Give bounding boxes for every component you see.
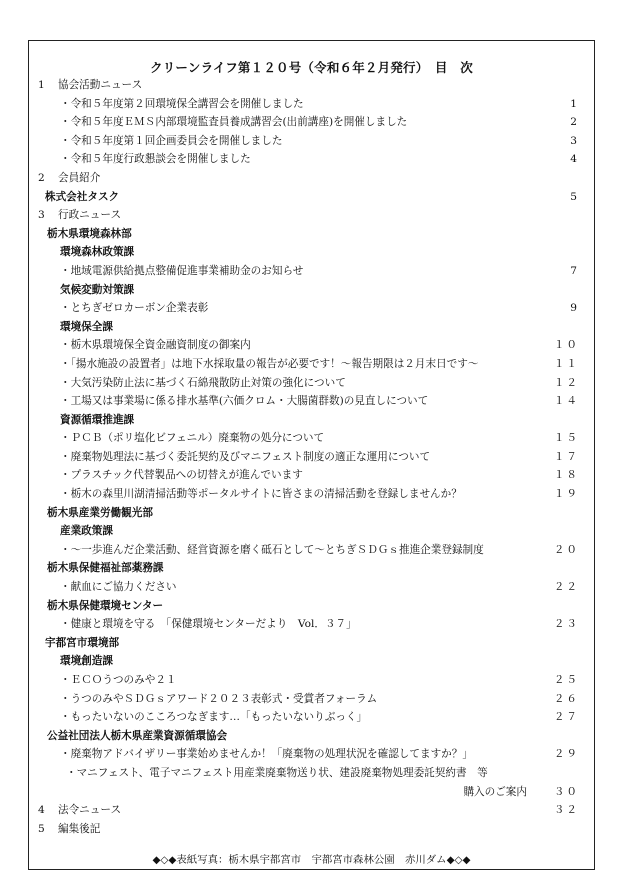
toc-row bbox=[0, 243, 623, 262]
toc-row bbox=[0, 355, 623, 374]
section-number: 2 bbox=[38, 171, 45, 184]
entry-title: ・廃棄物処理法に基づく委託契約及びマニフェスト制度の適正な運用について bbox=[60, 450, 431, 463]
entry-title: 気候変動対策課 bbox=[60, 283, 135, 296]
section-number: 4 bbox=[38, 804, 45, 817]
page-number: 2 bbox=[570, 116, 579, 129]
entry-title: ・栃木の森里川湖清掃活動等ポータルサイトに皆さまの清掃活動を登録しませんか？ bbox=[60, 488, 462, 501]
toc-row bbox=[0, 634, 623, 653]
entry-title: ・大気汚染防止法に基づく石綿飛散防止対策の強化について bbox=[60, 376, 346, 389]
entry-title: ・「揚水施設の設置者」は地下水採取量の報告が必要です！～報告期限は２月末日です～ bbox=[60, 357, 479, 370]
entry-title: 産業政策課 bbox=[60, 525, 113, 538]
entry-title: 栃木県産業労働観光部 bbox=[47, 506, 153, 519]
page-title: クリーンライフ第１２０号（令和６年２月発行） 目 次 bbox=[150, 60, 473, 75]
page-number: 5 bbox=[570, 190, 579, 203]
entry-title: 購入のご案内 bbox=[463, 785, 527, 798]
page-number: ２７ bbox=[553, 711, 579, 724]
entry-title: ・令和５年度第１回企画委員会を開催しました bbox=[60, 134, 283, 147]
toc-row bbox=[0, 783, 623, 802]
entry-title: 環境森林政策課 bbox=[60, 246, 135, 259]
entry-title: ・健康と環境を守る 「保健環境センターだより Vol．３７」 bbox=[60, 618, 357, 631]
entry-title: ・令和５年度ＥＭＳ内部環境監査員養成講習会(出前講座)を開催しました bbox=[60, 116, 408, 129]
toc-row bbox=[0, 150, 623, 169]
toc-row bbox=[0, 671, 623, 690]
toc-row bbox=[0, 188, 623, 207]
toc-row bbox=[0, 745, 623, 764]
page-number: ３０ bbox=[553, 785, 579, 798]
entry-title: ・地域電源供給拠点整備促進事業補助金のお知らせ bbox=[60, 264, 304, 277]
page-number: １０ bbox=[553, 339, 579, 352]
entry-title: 資源循環推進課 bbox=[60, 413, 135, 426]
entry-title: ・マニフェスト、電子マニフェスト用産業廃棄物送り状、建設廃棄物処理委託契約書 等 bbox=[66, 766, 488, 779]
entry-title: ・廃棄物アドバイザリー事業始めませんか！「廃棄物の処理状況を確認してますか？」 bbox=[60, 748, 473, 761]
page-number: ３２ bbox=[553, 804, 579, 817]
entry-title: ・令和５年度行政懇談会を開催しました bbox=[60, 153, 251, 166]
entry-title: 栃木県保健環境センター bbox=[47, 599, 164, 612]
entry-title: 栃木県保健福祉部薬務課 bbox=[47, 562, 164, 575]
entry-title: ・とちぎゼロカーボン企業表彰 bbox=[60, 302, 209, 315]
page-number: ２６ bbox=[553, 692, 579, 705]
entry-title: ・ＥＣＯうつのみや２１ bbox=[60, 674, 177, 686]
toc-row bbox=[0, 76, 623, 95]
toc-row bbox=[0, 169, 623, 188]
entry-title: ・もったいないのこころつなぎます…「もったいないりぶっく」 bbox=[60, 711, 368, 724]
toc-row bbox=[0, 764, 623, 783]
toc-row bbox=[0, 485, 623, 504]
toc-row bbox=[0, 318, 623, 337]
entry-title: ・プラスチック代替製品への切替えが進んでいます bbox=[60, 469, 303, 482]
section-number: 3 bbox=[38, 209, 45, 222]
toc-row bbox=[0, 801, 623, 820]
toc-row bbox=[0, 466, 623, 485]
entry-title: 株式会社タスク bbox=[45, 190, 120, 203]
toc-row bbox=[0, 708, 623, 727]
page-number: ２２ bbox=[553, 581, 579, 594]
toc-row bbox=[0, 727, 623, 746]
page-number: １１ bbox=[553, 357, 579, 370]
toc-row bbox=[0, 392, 623, 411]
toc-row bbox=[0, 597, 623, 616]
entry-title: ・栃木県環境保全資金融資制度の御案内 bbox=[60, 339, 251, 352]
entry-title: 行政ニュース bbox=[58, 209, 122, 222]
toc-row bbox=[0, 225, 623, 244]
entry-title: 協会活動ニュース bbox=[58, 79, 143, 91]
toc-row bbox=[0, 820, 623, 839]
page-number: １２ bbox=[553, 376, 579, 389]
entry-title: ・～一歩進んだ企業活動、経営資源を磨く砥石として～とちぎＳＤＧｓ推進企業登録制度 bbox=[60, 543, 484, 556]
page-number: ２３ bbox=[553, 618, 579, 631]
toc-row bbox=[0, 504, 623, 523]
page-number: 4 bbox=[570, 153, 579, 166]
toc-row bbox=[0, 559, 623, 578]
page-number: １４ bbox=[553, 395, 579, 408]
entry-title: 会員紹介 bbox=[58, 171, 101, 184]
entry-title: ・献血にご協力ください bbox=[60, 581, 177, 594]
page-number: 9 bbox=[570, 302, 579, 315]
page-number: 1 bbox=[570, 97, 579, 110]
entry-title: ・ＰＣＢ（ポリ塩化ビフェニル）廃棄物の処分について bbox=[60, 432, 325, 445]
toc-row bbox=[0, 336, 623, 355]
page-number: ２０ bbox=[553, 543, 579, 556]
toc-row bbox=[0, 615, 623, 634]
page-number: ２５ bbox=[553, 674, 579, 686]
toc-row bbox=[0, 522, 623, 541]
toc-row bbox=[0, 262, 623, 281]
page-number: １８ bbox=[553, 469, 579, 482]
toc-row bbox=[0, 374, 623, 393]
toc-row bbox=[0, 448, 623, 467]
toc-row bbox=[0, 206, 623, 225]
entry-title: 環境創造課 bbox=[60, 655, 113, 668]
toc-row bbox=[0, 299, 623, 318]
entry-title: 栃木県環境森林部 bbox=[47, 227, 132, 240]
toc-row bbox=[0, 281, 623, 300]
toc-row bbox=[0, 652, 623, 671]
entry-title: ・うつのみやＳＤＧｓアワード２０２３表彰式・受賞者フォーラム bbox=[60, 692, 378, 705]
page-number: 3 bbox=[570, 134, 579, 147]
toc-row bbox=[0, 429, 623, 448]
toc-row bbox=[0, 411, 623, 430]
page-number: 7 bbox=[570, 264, 579, 277]
page-number: １９ bbox=[553, 488, 579, 501]
section-number: 1 bbox=[38, 79, 45, 91]
toc-row bbox=[0, 578, 623, 597]
section-number: 5 bbox=[38, 822, 45, 835]
entry-title: ・工場又は事業場に係る排水基準(六価クロム・大腸菌群数)の見直しについて bbox=[60, 395, 429, 408]
page-number: １５ bbox=[553, 432, 579, 445]
toc-row bbox=[0, 113, 623, 132]
entry-title: 公益社団法人栃木県産業資源循環協会 bbox=[47, 729, 228, 742]
entry-title: 環境保全課 bbox=[60, 320, 113, 333]
toc-row bbox=[0, 690, 623, 709]
toc-row bbox=[0, 541, 623, 560]
entry-title: 編集後記 bbox=[58, 822, 101, 835]
toc-row bbox=[0, 95, 623, 114]
toc-row bbox=[0, 132, 623, 151]
entry-title: 宇都宮市環境部 bbox=[45, 636, 120, 649]
table-of-contents bbox=[0, 76, 623, 838]
page-number: ２９ bbox=[553, 748, 579, 761]
entry-title: ・令和５年度第２回環境保全講習会を開催しました bbox=[60, 97, 304, 110]
cover-photo-caption: ◆◇◆表紙写真：栃木県宇都宮市 宇都宮市森林公園 赤川ダム◆◇◆ bbox=[152, 854, 471, 866]
page-number: １７ bbox=[553, 450, 579, 463]
entry-title: 法令ニュース bbox=[58, 804, 122, 817]
